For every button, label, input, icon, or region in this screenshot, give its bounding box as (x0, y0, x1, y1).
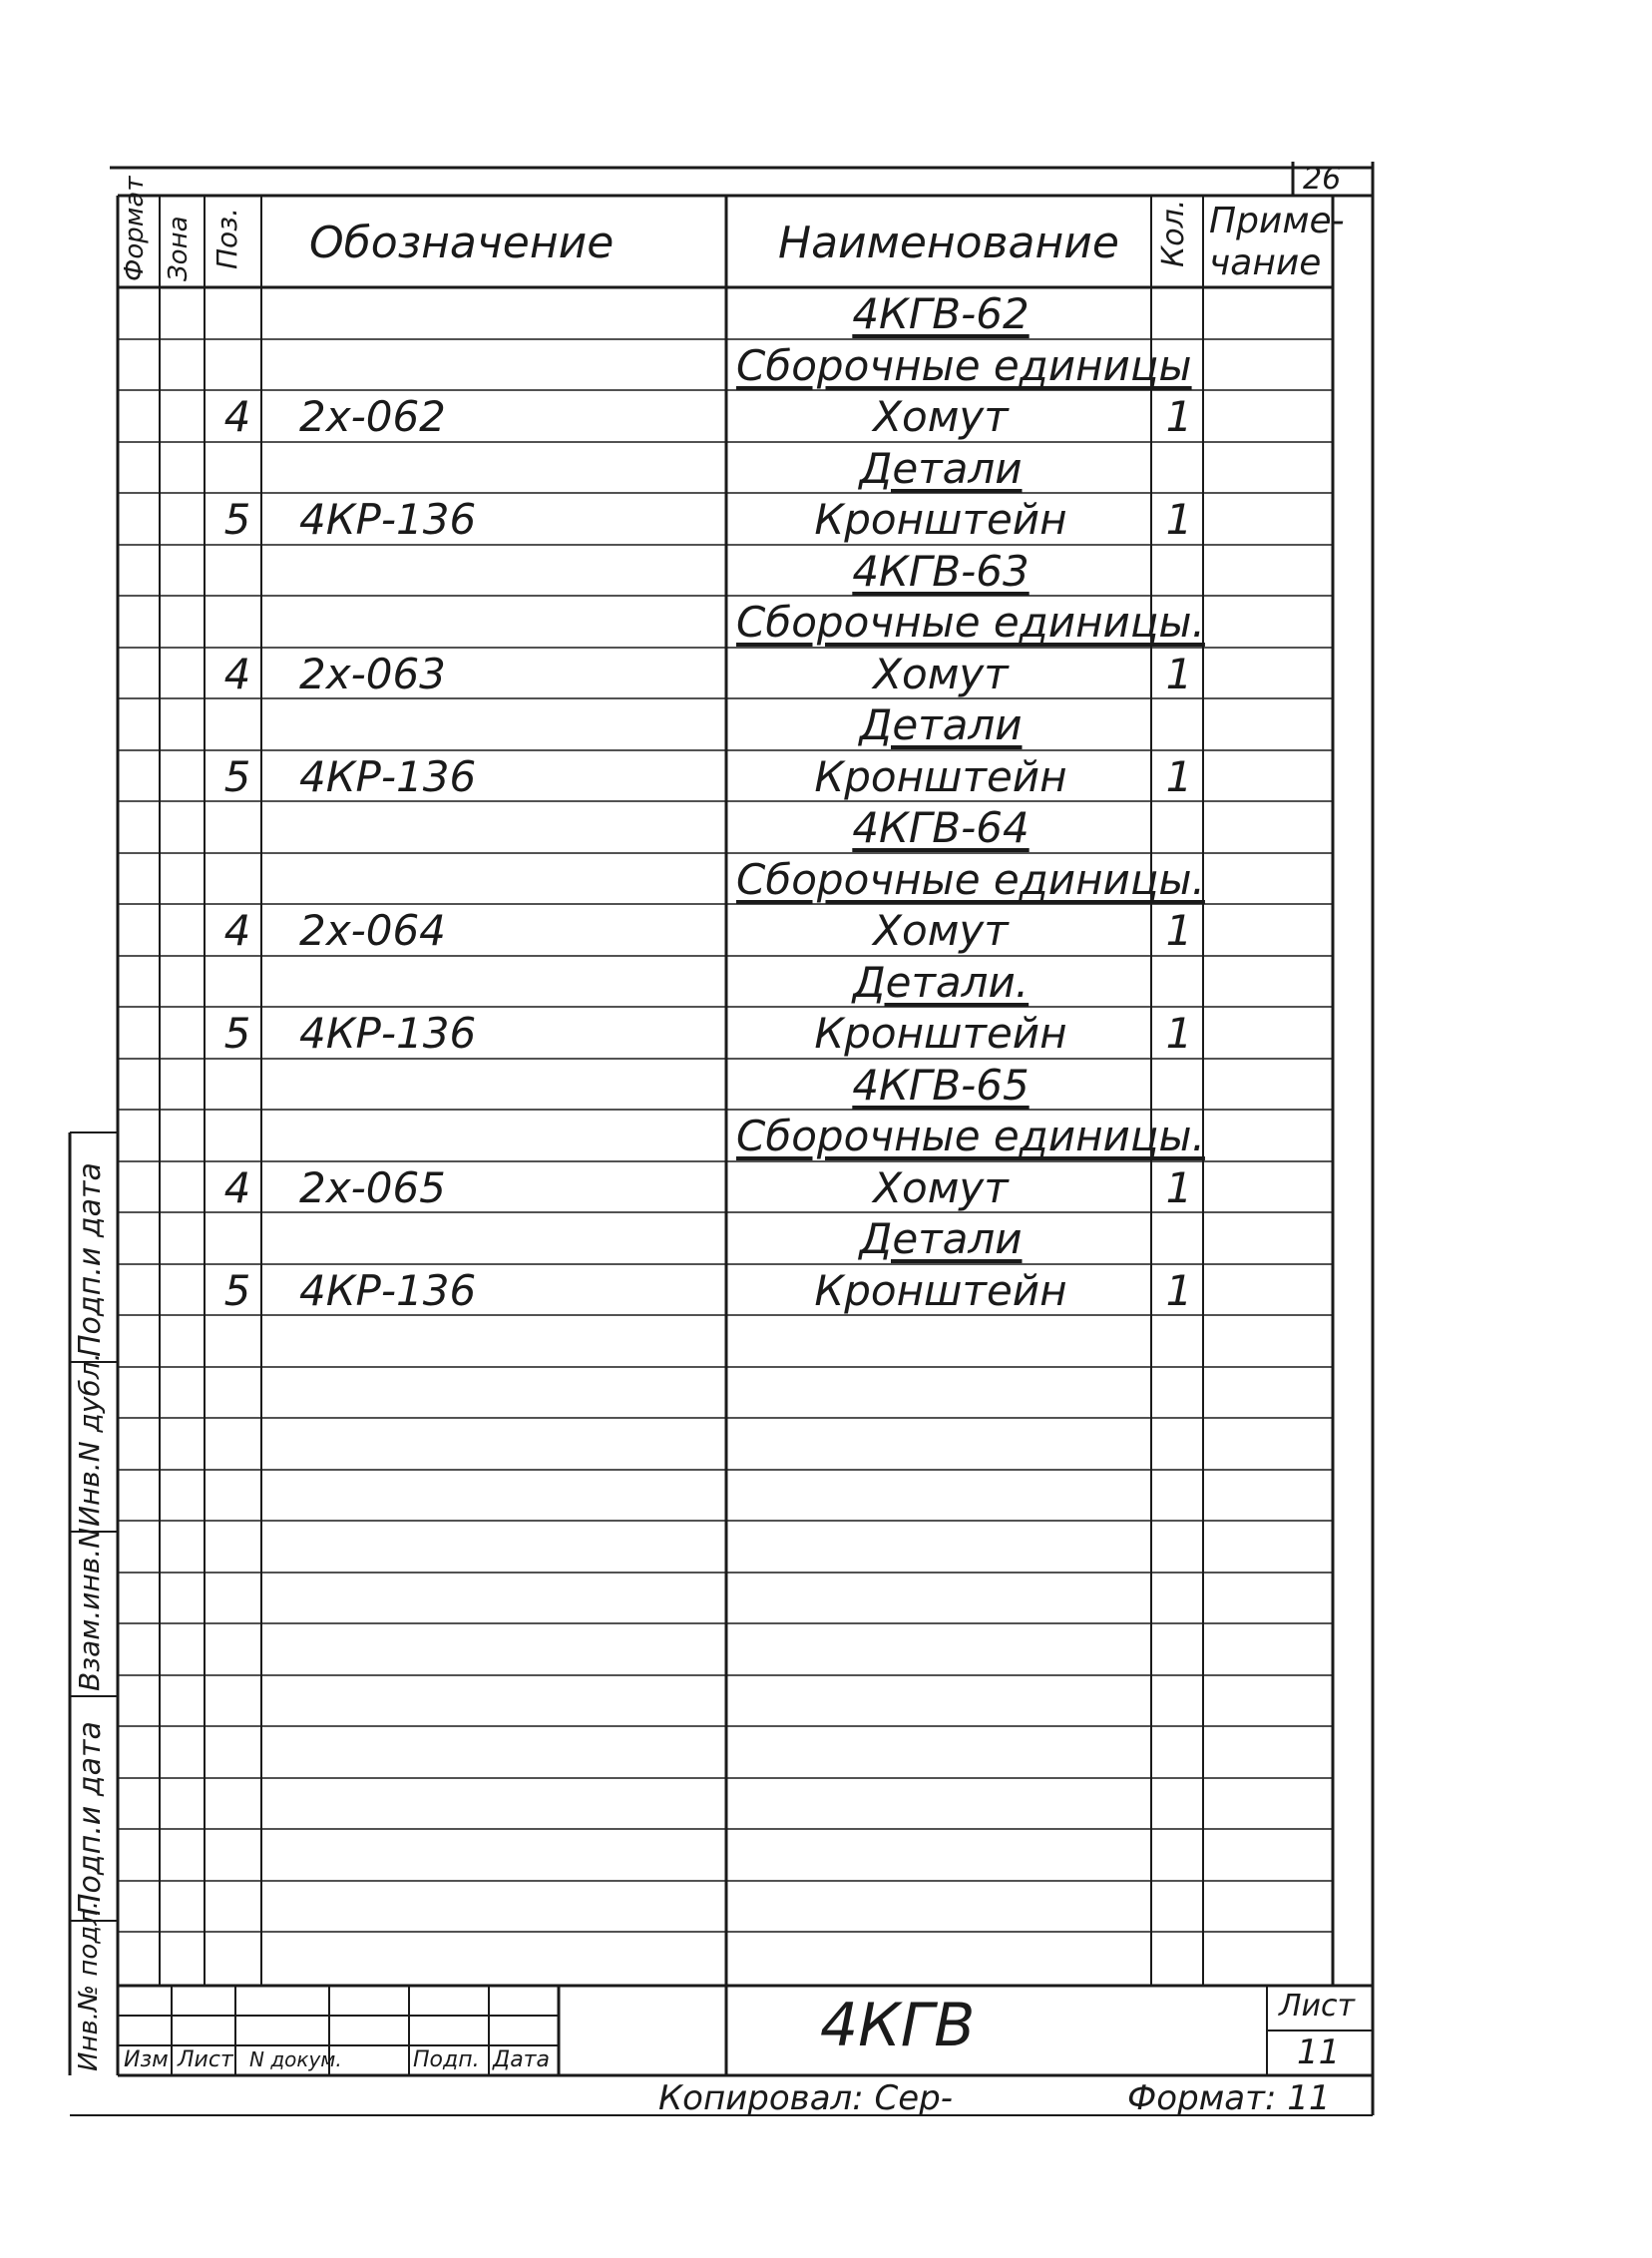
header-note-line2: чание (1209, 242, 1322, 283)
page-number: 26 (1303, 162, 1342, 197)
row-qty: 1 (1165, 1162, 1193, 1212)
row-name: Детали (859, 1214, 1023, 1263)
tb-col-list: Лист (178, 2047, 233, 2072)
row-name: Детали (859, 700, 1023, 749)
header-name: Наименование (778, 218, 1119, 268)
row-name: Кронштейн (814, 495, 1067, 544)
row-pos: 4 (223, 1162, 251, 1212)
row-name: Сборочные единицы (736, 340, 1192, 390)
stamp-sign-date-1: Подп.и дата (73, 1162, 108, 1357)
row-qty: 1 (1165, 1009, 1193, 1058)
tb-col-izm: Изм (124, 2047, 169, 2072)
header-designation: Обозначение (309, 218, 615, 268)
header-note-line1: Приме- (1209, 201, 1345, 241)
row-name: Сборочные единицы. (736, 1112, 1205, 1160)
header-zone: Зона (164, 216, 194, 281)
row-designation: 2х-062 (299, 392, 446, 441)
tb-col-doc: N докум. (249, 2047, 342, 2071)
row-designation: 4КР-136 (299, 1009, 477, 1058)
row-name: Кронштейн (814, 751, 1067, 801)
row-name: Сборочные единицы. (736, 598, 1205, 647)
row-pos: 4 (223, 906, 251, 955)
row-qty: 1 (1165, 392, 1193, 441)
row-name: Кронштейн (814, 1009, 1067, 1058)
tb-col-date: Дата (493, 2047, 550, 2072)
header-format: Формат (120, 176, 150, 281)
row-pos: 5 (223, 751, 251, 801)
row-name: Детали (859, 443, 1023, 493)
header-qty: Кол. (1156, 199, 1191, 267)
row-qty: 1 (1165, 649, 1193, 698)
row-designation: 4КР-136 (299, 751, 477, 801)
document-code: 4КГВ (820, 1991, 976, 2060)
stamp-sign-date-2: Подп.и дата (73, 1721, 108, 1916)
row-designation: 4КР-136 (299, 1265, 477, 1315)
row-name: Хомут (873, 649, 1009, 698)
row-designation: 2х-063 (299, 649, 446, 698)
row-name: Сборочные единицы. (736, 854, 1205, 904)
row-name: 4КГВ-63 (852, 546, 1030, 596)
row-pos: 5 (223, 495, 251, 544)
row-name: Хомут (873, 392, 1009, 441)
sheet-label: Лист (1279, 1989, 1356, 2024)
row-pos: 4 (223, 649, 251, 698)
stamp-inv-dubl: Инв.N дубл. (73, 1352, 106, 1527)
row-pos: 4 (223, 392, 251, 441)
row-name: 4КГВ-62 (852, 289, 1030, 338)
format-label: Формат: 11 (1127, 2078, 1331, 2118)
row-name: 4КГВ-64 (852, 803, 1030, 852)
row-name: Детали. (852, 957, 1030, 1007)
row-qty: 1 (1165, 751, 1193, 801)
row-designation: 2х-065 (299, 1162, 446, 1212)
copied-by: Копировал: Сер- (658, 2078, 954, 2118)
row-name: 4КГВ-65 (852, 1060, 1030, 1110)
row-pos: 5 (223, 1265, 251, 1315)
row-name: Хомут (873, 1162, 1009, 1212)
stamp-inv-orig: Инв.№ подл. (74, 1900, 104, 2071)
row-qty: 1 (1165, 1265, 1193, 1315)
header-pos: Поз. (210, 208, 243, 269)
tb-col-sign: Подп. (413, 2047, 480, 2072)
row-pos: 5 (223, 1009, 251, 1058)
row-name: Хомут (873, 906, 1009, 955)
row-qty: 1 (1165, 495, 1193, 544)
row-designation: 4КР-136 (299, 495, 477, 544)
row-designation: 2х-064 (299, 906, 446, 955)
sheet-number: 11 (1297, 2032, 1341, 2072)
stamp-vzam-inv: Взам.инв.N (73, 1527, 106, 1691)
row-name: Кронштейн (814, 1265, 1067, 1315)
row-qty: 1 (1165, 906, 1193, 955)
